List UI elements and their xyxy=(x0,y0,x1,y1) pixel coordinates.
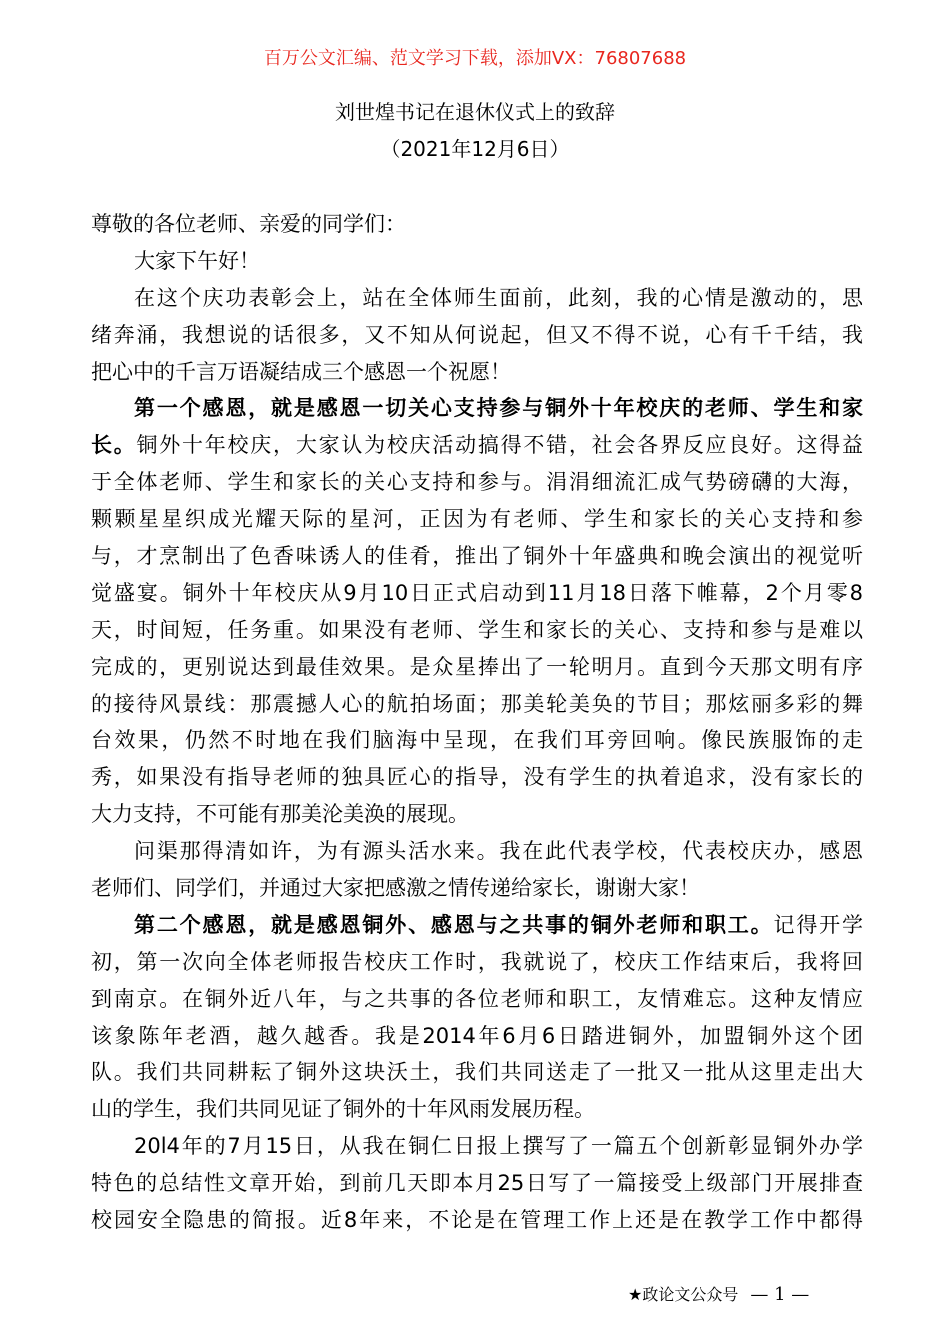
paragraph-line: 大力支持，不可能有那美沦美涣的展现。 xyxy=(91,802,469,827)
document-body xyxy=(91,206,863,1239)
paragraph-line: 秀，如果没有指导老师的独具匠心的指导，没有学生的执着追求，没有家长的 xyxy=(91,765,863,790)
paragraph-line: 特色的总结性文章开始，到前几天即本月25日写了一篇接受上级部门开展排查 xyxy=(91,1171,863,1196)
paragraph-line: 在这个庆功表彰会上，站在全体师生面前，此刻，我的心情是激动的，思 xyxy=(134,285,863,310)
paragraph-line: 把心中的千言万语凝结成三个感恩一个祝愿！ xyxy=(91,359,511,384)
paragraph-line: 完成的，更别说达到最佳效果。是众星捧出了一轮明月。直到今天那文明有序 xyxy=(91,654,863,679)
page-footer xyxy=(628,1283,809,1307)
footer-source: ★政论文公众号 xyxy=(628,1285,739,1304)
section-heading-second: 第二个感恩，就是感恩铜外、感恩与之共事的铜外老师和职工。 xyxy=(134,912,774,937)
paragraph-line xyxy=(91,907,863,944)
paragraph-line: 颗颗星星织成光耀天际的星河，正因为有老师、学生和家长的关心支持和参 xyxy=(91,507,863,532)
paragraph-line: 20l4年的7月15日，从我在铜仁日报上撰写了一篇五个创新彰显铜外办学 xyxy=(134,1134,863,1159)
document-date: （2021年12月6日） xyxy=(380,137,570,161)
header-banner: 百万公文汇编、范文学习下载，添加VX：76807688 xyxy=(263,48,687,69)
paragraph-line: 初，第一次向全体老师报告校庆工作时，我就说了，校庆工作结束后，我将回 xyxy=(91,949,863,974)
paragraph-line: 天，时间短，任务重。如果没有老师、学生和家长的关心、支持和参与是难以 xyxy=(91,617,863,642)
salutation: 尊敬的各位老师、亲爱的同学们： xyxy=(91,212,406,236)
paragraph-line: 队。我们共同耕耘了铜外这块沃土，我们共同送走了一批又一批从这里走出大 xyxy=(91,1060,863,1085)
greeting: 大家下午好！ xyxy=(134,248,260,273)
paragraph-text: 铜外十年校庆，大家认为校庆活动搞得不错，社会各界反应良好。这得益 xyxy=(136,433,863,458)
paragraph-line: 的接待风景线：那震撼人心的航拍场面；那美轮美奂的节目；那炫丽多彩的舞 xyxy=(91,691,863,716)
paragraph-line: 到南京。在铜外近八年，与之共事的各位老师和职工，友情难忘。这种友情应 xyxy=(91,986,863,1011)
paragraph-line: 山的学生，我们共同见证了铜外的十年风雨发展历程。 xyxy=(91,1097,595,1122)
paragraph-line: 问渠那得清如许，为有源头活水来。我在此代表学校，代表校庆办，感恩 xyxy=(134,839,863,864)
paragraph-line: 与，才烹制出了色香味诱人的佳肴，推出了铜外十年盛典和晚会演出的视觉听 xyxy=(91,544,863,569)
paragraph-line xyxy=(91,427,863,464)
paragraph-line: 校园安全隐患的简报。近8年来，不论是在管理工作上还是在教学工作中都得 xyxy=(91,1208,863,1233)
page-number: — 1 — xyxy=(750,1284,810,1305)
section-heading-first: 第一个感恩，就是感恩一切关心支持参与铜外十年校庆的老师、学生和家 xyxy=(134,396,863,421)
paragraph-line: 台效果，仍然不时地在我们脑海中呈现，在我们耳旁回响。像民族服饰的走 xyxy=(91,728,863,753)
paragraph-text: 记得开学 xyxy=(773,912,863,937)
section-heading-first-end: 长。 xyxy=(91,433,137,458)
paragraph-line: 该象陈年老酒，越久越香。我是2014年6月6日踏进铜外，加盟铜外这个团 xyxy=(91,1023,863,1048)
paragraph-line: 老师们、同学们，并通过大家把感激之情传递给家长，谢谢大家！ xyxy=(91,876,700,901)
paragraph-line: 觉盛宴。铜外十年校庆从9月10日正式启动到11月18日落下帷幕，2个月零8 xyxy=(91,580,863,605)
document-title: 刘世煌书记在退休仪式上的致辞 xyxy=(335,100,615,124)
paragraph-line: 于全体老师、学生和家长的关心支持和参与。涓涓细流汇成气势磅礴的大海， xyxy=(91,470,863,495)
paragraph-line: 绪奔涌，我想说的话很多，又不知从何说起，但又不得不说，心有千千结，我 xyxy=(91,322,863,347)
